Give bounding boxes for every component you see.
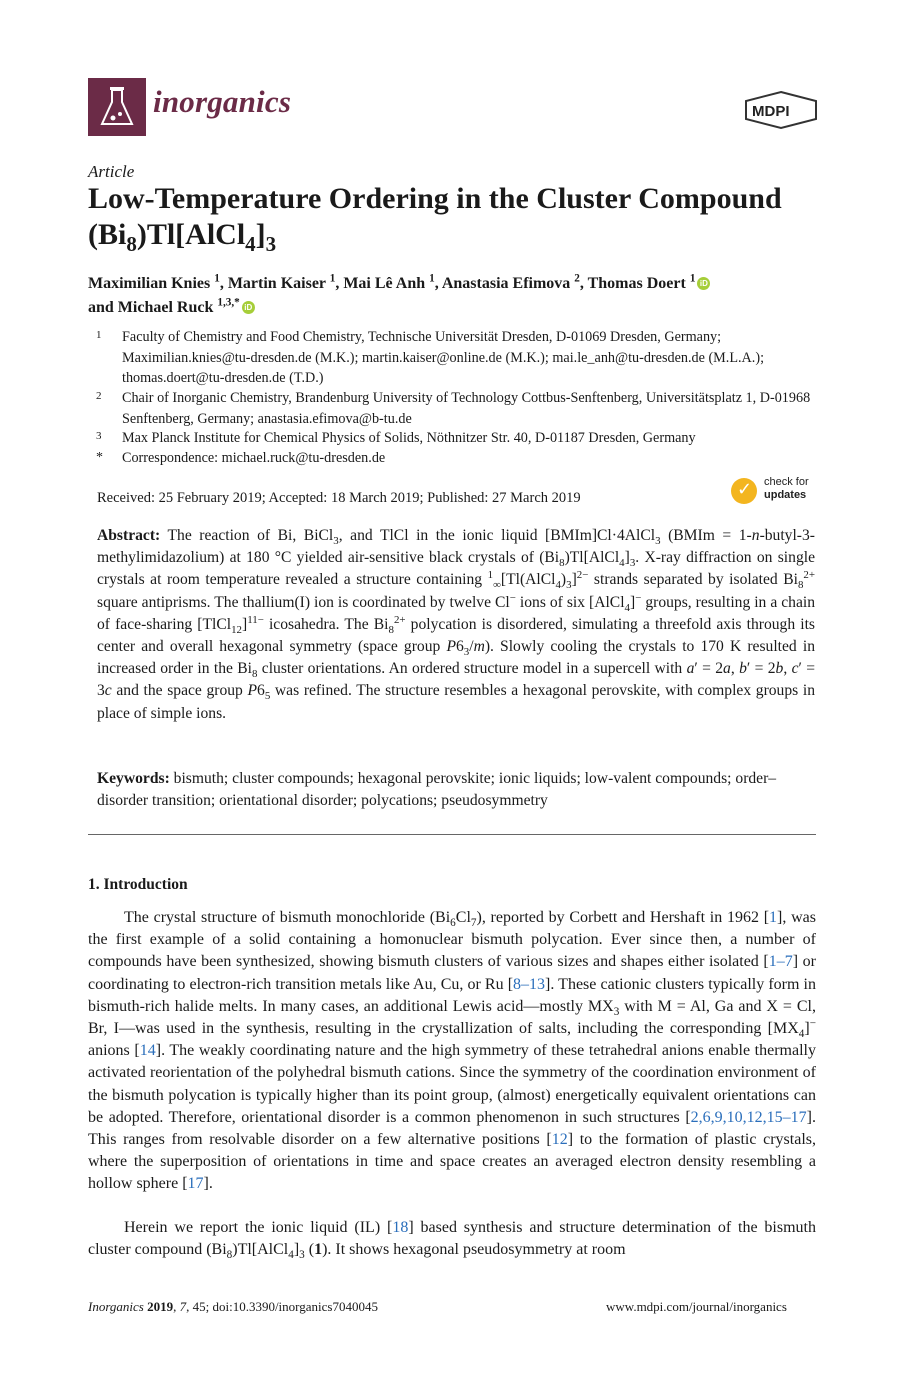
citation-link[interactable]: 18: [392, 1219, 409, 1236]
authors-line-2: and Michael Ruck $^{1,3,*}$ iD: [88, 296, 828, 320]
citation-link[interactable]: 1: [769, 909, 778, 926]
publisher-name: MDPI: [752, 103, 790, 120]
journal-name: inorganics: [153, 84, 292, 119]
check-for-updates-button[interactable]: [731, 478, 831, 508]
citation-link[interactable]: 1–7: [768, 953, 793, 971]
check-icon: [731, 478, 757, 504]
orcid-icon[interactable]: iD: [697, 277, 710, 290]
citation-link[interactable]: 12: [551, 1131, 568, 1149]
affiliation-3: 3 Max Planck Institute for Chemical Physics of Solids, Nöthnitzer Str. 40, D-01187 Dresden, Germany: [96, 430, 696, 446]
section-heading: 1. Introduction: [88, 876, 188, 893]
affiliation-1: 1 Faculty of Chemistry and Food Chemistry, Technische Universität Dresden, D-01069 Dresden, Germany; Maximilian.knies@tu-dresden.de (M.K.); martin.kaiser@online.de (M.K.); mai.le_anh@tu-dresden.de (M.L.A.); thomas.doert@tu-dresden.de (T.D.): [96, 329, 765, 386]
abstract-label: Abstract:: [97, 527, 161, 544]
section-divider: [88, 834, 816, 835]
keywords: [97, 768, 815, 812]
keywords-list: bismuth; cluster compounds; hexagonal perovskite; ionic liquids; low-valent compounds; order–disorder transition; orientational disorder; polycations; pseudosymmetry: [97, 770, 777, 810]
intro-paragraph-1: The crystal structure of bismuth monochloride $(Bi_6Cl_7)$, reported by Corbett and Hershaft in 1962 [1], was the first example of a solid containing a homonuclear bismuth polycation. Ever since then, a number of compounds have been synthesized, showing bismuth clusters of various sizes and shapes either isolated [1–7] or coordinating to electron-rich transition metals like Au, Cu, or Ru [8–13]. These cationic clusters typically form in bismuth-rich halide melts. In many cases, an additional Lewis acid—mostly $MX_3$ with M = Al, Ga and X = Cl, Br, I—was used in the synthesis, resulting in the crystallization of salts, including the corresponding $[MX_4]^-$ anions [14]. The weakly coordinating nature and the high symmetry of these tetrahedral anions enable thermally activated reorientation of the polyhedral bismuth cations. Since the symmetry of the coordination environment of the bismuth polycation is typically higher than its point group, (almost) energetically equivalent orientations can be adopted. Therefore, orientational disorder is a common phenomenon in such structures [2,6,9,10,12,15–17]. This ranges from resolvable disorder on a few alternative positions [12] to the formation of plastic crystals, where the superposition of orientations in time and space creates an averaged electron density resembling a hollow sphere [17].: [88, 909, 817, 1193]
authors-line-1: Maximilian Knies $^1$, Martin Kaiser $^1$, Mai Lê Anh $^1$, Anastasia Efimova $^2$, Thomas Doert $^1$ iD: [88, 272, 828, 296]
citation-link[interactable]: 2,6,9,10,12,15–17: [690, 1108, 807, 1126]
footer-citation: Inorganics 2019, 7, 45; doi:10.3390/inorganics7040045: [88, 1299, 378, 1314]
journal-logo: [88, 78, 146, 136]
article-type: Article: [88, 162, 135, 181]
author-list: [88, 272, 828, 320]
citation-link[interactable]: 17: [187, 1175, 204, 1193]
check-for-updates-label: check for updates: [764, 476, 809, 501]
correspondence: * Correspondence: michael.ruck@tu-dresden.de: [96, 450, 386, 466]
intro-paragraph-2: Herein we report the ionic liquid (IL) [18] based synthesis and structure determination of the bismuth cluster compound $(Bi_8)Tl[AlCl_4]_3$ (1). It shows hexagonal pseudosymmetry at room: [88, 1219, 816, 1262]
abstract: Abstract: The reaction of Bi, BiCl$_3$, and TlCl in the ionic liquid [BMIm]Cl·4AlCl$_3$ (BMIm = 1-n-butyl-3-methylimidazolium) at 180 °C yielded air-sensitive black crystals of $(Bi_8)Tl[AlCl_4]_3$. X-ray diffraction on single crystals at room temperature revealed a structure containing $^1_\infty[Tl(AlCl_4)_3]^{2-}$ strands separated by isolated $Bi_8^{2+}$ square antiprisms. The thallium(I) ion is coordinated by twelve Cl− ions of six [AlCl$_4$]− groups, resulting in a chain of face-sharing [TlCl$_{12}$]$^{11-}$ icosahedra. The $Bi_8^{2+}$ polycation is disordered, simulating a threefold axis through its center and overall hexagonal symmetry (space group $P6_3/m$). Slowly cooling the crystals to 170 K resulted in increased order in the $Bi_8$ cluster orientations. An ordered structure model in a supercell with a′ = 2a, b′ = 2b, c′ = 3c and the space group $P6_5$ was refined. The structure resembles a hexagonal perovskite, with complex groups in place of simple ions.: [97, 527, 816, 722]
citation-link[interactable]: 8–13: [513, 975, 546, 993]
footer-journal-url[interactable]: www.mdpi.com/journal/inorganics: [606, 1299, 787, 1314]
keywords-label: Keywords:: [97, 770, 170, 787]
citation-link[interactable]: 14: [139, 1042, 156, 1060]
orcid-icon[interactable]: iD: [242, 301, 255, 314]
affiliation-2: 2 Chair of Inorganic Chemistry, Brandenburg University of Technology Cottbus-Senftenberg, Universitätsplatz 1, D-01968 Senftenberg, Germany; anastasia.efimova@b-tu.de: [96, 390, 811, 427]
flask-icon: [88, 78, 146, 136]
article-title: Low-Temperature Ordering in the Cluster Compound $(Bi_8)Tl[AlCl_4]_3$: [88, 182, 782, 256]
publication-dates: Received: 25 February 2019; Accepted: 18 March 2019; Published: 27 March 2019: [97, 490, 581, 506]
